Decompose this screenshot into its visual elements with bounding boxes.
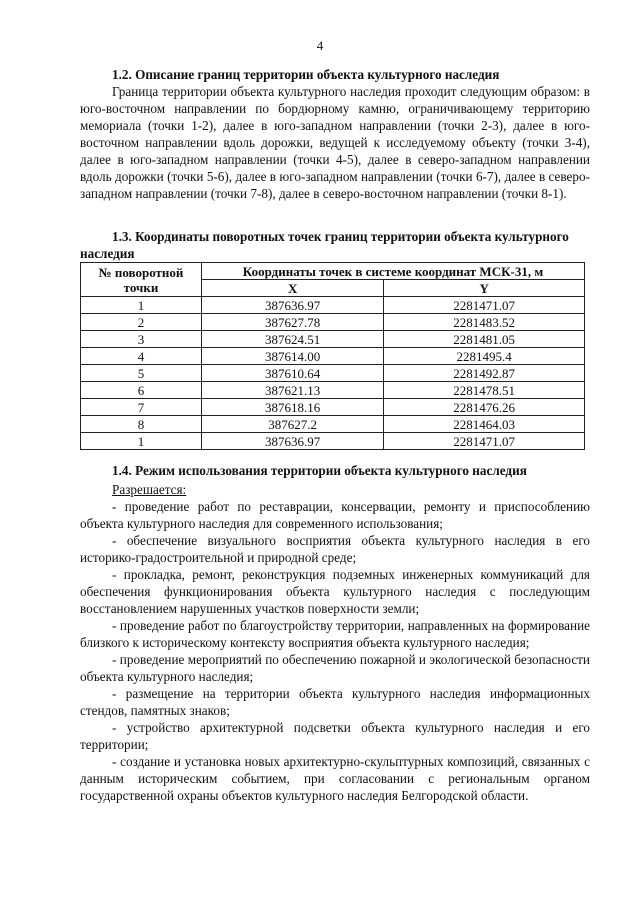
cell-y: 2281476.26 xyxy=(384,399,585,416)
page-number: 4 xyxy=(316,38,324,53)
cell-y: 2281464.03 xyxy=(384,416,585,433)
section-1-4-heading: 1.4. Режим использования территории объекта культурного наследия xyxy=(112,463,527,478)
list-item: - проведение работ по благоустройству территории, направленных на формирование близкого к историческому контексту восприятия объекта культурного наследия; xyxy=(80,618,590,650)
col-point-header: № поворотной точки xyxy=(81,263,202,297)
list-item: - создание и установка новых архитектурно-скульптурных композиций, связанных с данным историческим событием, при согласовании с региональным органом государственной охраны объектов культурного наследия Белгородской области. xyxy=(80,754,590,803)
table-row xyxy=(81,399,585,416)
list-item: - проведение работ по реставрации, консервации, ремонту и приспособлению объекта культурного наследия для современного использования; xyxy=(80,499,590,531)
list-item: - прокладка, ремонт, реконструкция подземных инженерных коммуникаций для обеспечения функционирования объекта культурного наследия с последующим восстановлением нарушенных участков поверхности земли; xyxy=(80,567,590,616)
cell-x: 387614.00 xyxy=(202,348,384,365)
cell-point: 2 xyxy=(81,314,202,331)
coordinates-table-body xyxy=(81,297,585,450)
cell-y: 2281495.4 xyxy=(384,348,585,365)
table-row xyxy=(81,382,585,399)
section-1-2 xyxy=(80,66,590,202)
table-row xyxy=(81,314,585,331)
cell-x: 387618.16 xyxy=(202,399,384,416)
cell-x: 387624.51 xyxy=(202,331,384,348)
section-1-3 xyxy=(80,228,590,262)
cell-x: 387610.64 xyxy=(202,365,384,382)
cell-point: 6 xyxy=(81,382,202,399)
cell-y: 2281471.07 xyxy=(384,297,585,314)
table-row xyxy=(81,331,585,348)
cell-y: 2281481.05 xyxy=(384,331,585,348)
cell-x: 387636.97 xyxy=(202,433,384,450)
col-coords-header: Координаты точек в системе координат МСК-31, м xyxy=(202,263,585,280)
table-row xyxy=(81,297,585,314)
section-1-2-text: Граница территории объекта культурного наследия проходит следующим образом: в юго-восточном направлении по бордюрному камню, ограничивающему территорию мемориала (точки 1-2), далее в юго-западном направлении (точки 2-3), далее в юго-восточном направлении вдоль дорожки, ведущей к исследуемому объекту (точки 3-4), далее в юго-западном направлении (точки 4-5), далее в северо-западном направлении вдоль дорожки (точки 5-6), далее в юго-западном направлении (точки 6-7), далее в северо-западном направлении (точки 7-8), далее в северо-восточном направлении (точки 8-1). xyxy=(80,84,590,201)
cell-x: 387627.78 xyxy=(202,314,384,331)
table-row xyxy=(81,433,585,450)
allowed-label: Разрешается: xyxy=(112,482,187,497)
cell-point: 5 xyxy=(81,365,202,382)
cell-y: 2281483.52 xyxy=(384,314,585,331)
cell-point: 3 xyxy=(81,331,202,348)
cell-point: 7 xyxy=(81,399,202,416)
cell-y: 2281478.51 xyxy=(384,382,585,399)
list-item: - размещение на территории объекта культурного наследия информационных стендов, памятных знаков; xyxy=(80,686,590,718)
table-row xyxy=(81,416,585,433)
section-1-2-heading: 1.2. Описание границ территории объекта культурного наследия xyxy=(112,67,500,82)
cell-point: 1 xyxy=(81,297,202,314)
cell-x: 387636.97 xyxy=(202,297,384,314)
list-item: - обеспечение визуального восприятия объекта культурного наследия в его историко-градостроительной и природной среде; xyxy=(80,533,590,565)
cell-y: 2281471.07 xyxy=(384,433,585,450)
col-x-header: X xyxy=(202,280,384,297)
cell-point: 8 xyxy=(81,416,202,433)
cell-y: 2281492.87 xyxy=(384,365,585,382)
allowed-items-list xyxy=(80,498,590,804)
section-1-3-heading: 1.3. Координаты поворотных точек границ территории объекта культурного наследия xyxy=(80,229,569,261)
table-row xyxy=(81,365,585,382)
table-row xyxy=(81,348,585,365)
list-item: - устройство архитектурной подсветки объекта культурного наследия и его территории; xyxy=(80,720,590,752)
col-y-header: Y xyxy=(384,280,585,297)
coordinates-table xyxy=(80,262,585,450)
cell-point: 1 xyxy=(81,433,202,450)
cell-x: 387621.13 xyxy=(202,382,384,399)
cell-point: 4 xyxy=(81,348,202,365)
cell-x: 387627.2 xyxy=(202,416,384,433)
section-1-4 xyxy=(80,462,590,804)
list-item: - проведение мероприятий по обеспечению пожарной и экологической безопасности объекта культурного наследия; xyxy=(80,652,590,684)
